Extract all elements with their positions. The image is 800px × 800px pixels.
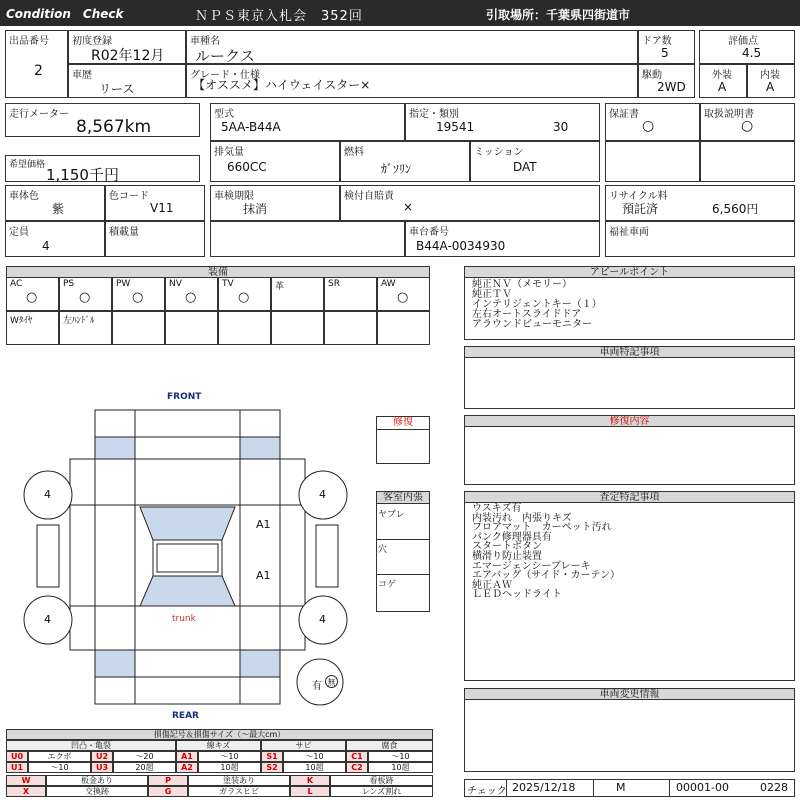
equipment-extra-cell [59, 311, 112, 345]
equipment-cell [218, 277, 271, 311]
appeal-title: アピールポイント [464, 266, 795, 278]
legend-group-header: 線キズ [176, 740, 261, 751]
mission-cell: ミッション DAT [470, 141, 600, 182]
fuel-value: ｶﾞｿﾘﾝ [381, 162, 412, 176]
equipment-label: AC [10, 279, 23, 289]
doors-value: 5 [661, 46, 669, 60]
legend-desc: ～10 [283, 751, 346, 762]
designation-cell: 指定・類別 19541 30 [405, 103, 600, 141]
tire-rear-right: 4 [319, 613, 326, 626]
legend-desc: ～10 [28, 762, 91, 773]
changes-title: 車両変更情報 [464, 688, 795, 700]
equipment-label: NV [169, 279, 182, 289]
exterior-value: A [718, 80, 727, 94]
recycle-status: 預託済 [622, 202, 659, 216]
chassis-cell: 車台番号 B44A-0034930 [405, 221, 600, 257]
equipment-cell [377, 277, 430, 311]
legend-code: U0 [6, 751, 28, 762]
legend-desc: ～10 [368, 751, 433, 762]
car-diagram [0, 400, 380, 710]
equipment-cell [165, 277, 218, 311]
footer-code-2: 0228 [760, 781, 788, 794]
legend-desc: 交換跡 [46, 786, 148, 797]
equipment-label: 革 [275, 282, 285, 292]
category-value: 30 [553, 120, 569, 134]
manual-value: ○ [741, 118, 754, 134]
equipment-extra-label: Wﾀｲﾔ [10, 316, 33, 326]
title-left: Condition Check [6, 7, 124, 21]
model-value: 5AA-B44A [221, 120, 281, 134]
interior-damage-item: 穴 [378, 545, 388, 555]
chassis-value: B44A-0034930 [416, 239, 506, 253]
equipment-label: AW [381, 279, 396, 289]
legend-group-header: 腐食 [346, 740, 433, 751]
legend-code: U1 [6, 762, 28, 773]
spare-tire-label: 有 [312, 681, 322, 692]
equipment-value: ○ [26, 290, 38, 305]
score-value: 4.5 [742, 46, 762, 60]
trunk-label: trunk [172, 614, 196, 624]
equipment-extra-label: 左ﾊﾝﾄﾞﾙ [63, 316, 95, 326]
legend-code: P [148, 775, 188, 786]
equipment-cell [112, 277, 165, 311]
equipment-value: ○ [185, 290, 197, 305]
equipment-grid [6, 277, 430, 345]
model-cell: 型式 5AA-B44A [210, 103, 405, 141]
inspection-cell: 車検期限 抹消 [210, 185, 340, 221]
equipment-cell [6, 277, 59, 311]
legend-group-header: 凹凸・亀裂 [6, 740, 176, 751]
repair-details-title: 修復内容 [464, 415, 795, 427]
displacement-cell: 排気量 660CC [210, 141, 340, 182]
legend-desc: 10超 [198, 762, 261, 773]
load-cell: 積載量 [105, 221, 205, 257]
capacity-value: 4 [42, 239, 50, 253]
first-reg-value: R02年12月 [91, 48, 165, 64]
displacement-value: 660CC [227, 160, 267, 174]
legend-desc: 塗装あり [188, 775, 290, 786]
first-reg-cell: 初度登録 R02年12月 [68, 30, 186, 64]
legend-desc: 10超 [368, 762, 433, 773]
legend-code: U2 [91, 751, 113, 762]
legend-desc: ～20 [113, 751, 176, 762]
color-cell: 車体色 紫 [5, 185, 105, 221]
blank-cell-1 [605, 141, 700, 182]
interior-damage-item: ヤブレ [378, 510, 405, 520]
blank-cell-2 [700, 141, 795, 182]
legend-group-header: サビ [261, 740, 346, 751]
legend-code: S2 [261, 762, 283, 773]
designation-value: 19541 [436, 120, 475, 134]
interior-value: A [766, 80, 775, 94]
special-notes-title: 車両特記事項 [464, 346, 795, 358]
assessment-title: 査定特記事項 [464, 491, 795, 503]
legend-desc: 20超 [113, 762, 176, 773]
price-cell: 希望価格 1,150千円 [5, 155, 200, 182]
damage-mark-2: A1 [256, 569, 271, 582]
recycle-cell: リサイクル料 預託済 6,560円 [605, 185, 795, 221]
damage-mark-1: A1 [256, 518, 271, 531]
spare-tire-icon: 無 [325, 675, 338, 688]
warranty-value: ○ [642, 118, 655, 134]
legend-code: C2 [346, 762, 368, 773]
legend-code: K [290, 775, 330, 786]
equipment-extra-cell [6, 311, 59, 345]
checker-initial: M [616, 781, 626, 794]
mission-value: DAT [513, 160, 537, 174]
equipment-label: TV [222, 279, 234, 289]
equipment-label: PS [63, 279, 75, 289]
score-cell: 評価点 4.5 [699, 30, 795, 64]
history-value: リース [99, 82, 135, 96]
pickup-location: 引取場所：千葉県四街道市 [486, 8, 631, 22]
legend-code: A1 [176, 751, 198, 762]
grade-cell: グレード・仕様 【オススメ】ハイウェイスター× [186, 64, 638, 98]
equipment-label: PW [116, 279, 131, 289]
liability-value: × [403, 200, 414, 214]
equipment-extra-cell [377, 311, 430, 345]
equipment-value: ○ [238, 290, 250, 305]
check-date: 2025/12/18 [512, 781, 576, 794]
equipment-cell [271, 277, 324, 311]
drive-cell: 駆動 2WD [638, 64, 695, 98]
drive-value: 2WD [657, 80, 686, 94]
color-value: 紫 [52, 202, 65, 216]
welfare-cell: 福祉車両 [605, 221, 795, 257]
inspection-value: 抹消 [243, 202, 268, 216]
fuel-cell: 燃料 ｶﾞｿﾘﾝ [340, 141, 470, 182]
equipment-extra-cell [165, 311, 218, 345]
legend-code: G [148, 786, 188, 797]
equipment-extra-cell [324, 311, 377, 345]
legend-code: L [290, 786, 330, 797]
legend-code: U3 [91, 762, 113, 773]
equipment-extra-cell [112, 311, 165, 345]
legend-desc: レンズ割れ [330, 786, 433, 797]
warranty-cell: 保証書 ○ [605, 103, 700, 141]
mileage-cell: 走行メーター 8,567km [5, 103, 200, 137]
legend-desc: 看板跡 [330, 775, 433, 786]
footer-code-1: 00001-00 [676, 781, 729, 794]
equipment-cell [59, 277, 112, 311]
color-code-cell: 色コード V11 [105, 185, 205, 221]
damage-legend [6, 729, 433, 797]
manual-cell: 取扱説明書 ○ [700, 103, 795, 141]
interior-cell: 内装 A [747, 64, 795, 98]
interior-damage-title: 客室内張 [376, 491, 430, 504]
price-value: 1,150千円 [46, 166, 119, 184]
tire-rear-left: 4 [44, 613, 51, 626]
legend-code: A2 [176, 762, 198, 773]
liability-cell: 検付自賠責 × [340, 185, 600, 221]
legend-code: C1 [346, 751, 368, 762]
tire-front-right: 4 [319, 488, 326, 501]
exterior-cell: 外装 A [699, 64, 747, 98]
legend-code: S1 [261, 751, 283, 762]
blank-cell-3 [210, 221, 405, 257]
equipment-cell [324, 277, 377, 311]
legend-code: W [6, 775, 46, 786]
equipment-value: ○ [132, 290, 144, 305]
appeal-text: 純正ＮＶ（メモリー） 純正ＴＶ インテリジェントキー（１） 左右オートスライドドア アラウンドビューモニター [472, 279, 602, 330]
front-label: FRONT [167, 392, 202, 402]
equipment-label: SR [328, 279, 340, 289]
legend-desc: ガラスヒビ [188, 786, 290, 797]
car-name-cell: 車種名 ルークス [186, 30, 638, 64]
history-cell: 車歴 リース [68, 64, 186, 98]
equipment-extra-cell [218, 311, 271, 345]
car-name: ルークス [195, 47, 255, 65]
rear-label: REAR [172, 711, 199, 721]
legend-title: 損傷記号＆損傷サイズ（～最大cm） [6, 729, 433, 740]
repair-title: 修復 [376, 416, 430, 430]
auction-title: ＮＰＳ東京入札会 352回 [195, 9, 363, 24]
lot-number: 2 [34, 63, 43, 79]
recycle-amount: 6,560円 [712, 202, 759, 216]
legend-desc: 板金あり [46, 775, 148, 786]
legend-code: X [6, 786, 46, 797]
equipment-extra-cell [271, 311, 324, 345]
changes-box [464, 688, 795, 772]
color-code-value: V11 [150, 201, 174, 215]
check-label: チェック [467, 786, 507, 797]
tire-front-left: 4 [44, 488, 51, 501]
grade-value: 【オススメ】ハイウェイスター× [193, 78, 371, 92]
legend-desc: ～10 [198, 751, 261, 762]
equipment-value: ○ [397, 290, 409, 305]
legend-desc: 10超 [283, 762, 346, 773]
legend-desc: エクボ [28, 751, 91, 762]
lot-cell: 出品番号 2 [5, 30, 68, 98]
assessment-text: ウスキズ有 内装汚れ 内張りキズ フロアマット カーペット汚れ パンク修理器具有 スタートボタン 横滑り防止装置 エマージェンシーブレーキ エアバッグ（サイド・カーテン） 純正ＡＷ ＬＥＤヘッドライト [472, 503, 620, 601]
doors-cell: ドア数 5 [638, 30, 695, 64]
equipment-title: 装備 [6, 266, 430, 278]
capacity-cell: 定員 4 [5, 221, 105, 257]
mileage-value: 8,567km [76, 117, 152, 137]
equipment-value: ○ [79, 290, 91, 305]
interior-damage-item: コゲ [378, 580, 397, 590]
